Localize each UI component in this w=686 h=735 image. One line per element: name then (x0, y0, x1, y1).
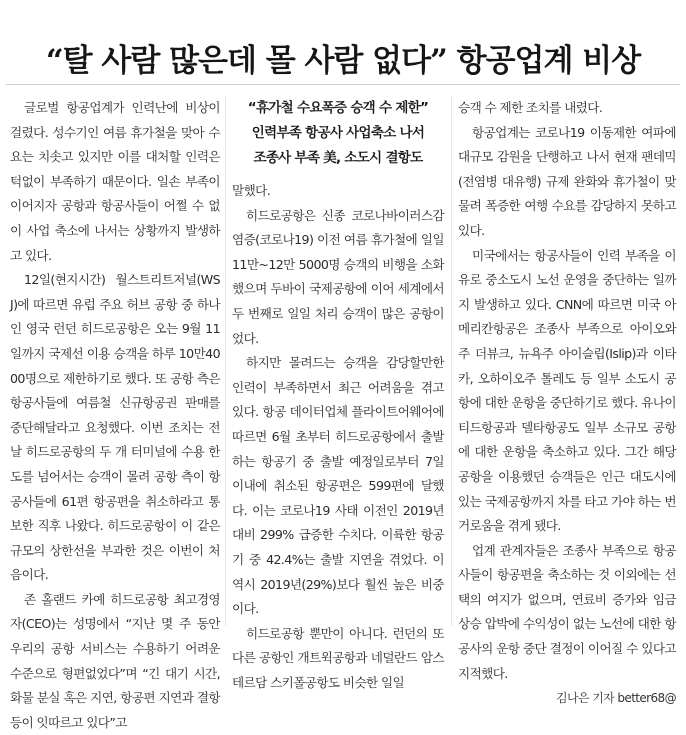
subheadline-line: “휴가철 수요폭증 승객 수 제한” (247, 100, 429, 116)
paragraph: 히드로공항은 신종 코로나바이러스감염증(코로나19) 이전 여름 휴가철에 일일 11만~12만 5000명 승객의 비행을 소화했으며 두바이 국제공항에 이어 세계에서 두 번째로 일일 처리 승객이 많은 공항이었다. (232, 207, 444, 346)
headline-divider (6, 84, 680, 85)
subheadline-line: 인력부족 항공사 사업축소 나서 (251, 125, 425, 141)
paragraph: 항공업계는 코로나19 이동제한 여파에 대규모 감원을 단행하고 나서 현재 팬데믹(전염병 대유행) 규제 완화와 휴가철이 맞물려 폭증한 여행 수요를 감당하지 못하고 있다. (458, 124, 676, 238)
subheadline (232, 96, 444, 171)
paragraph: 히드로공항 뿐만이 아니다. 런던의 또 다른 공항인 개트윅공항과 네덜란드 암스테르담 스키폴공항도 비슷한 일일 (232, 625, 444, 690)
subheadline-line: 조종사 부족 美, 소도시 결항도 (253, 150, 423, 166)
paragraph: 하지만 몰려드는 승객을 감당할만한 인력이 부족하면서 최근 어려움을 겪고 있다. 항공 데이터업체 플라이트어웨어에 따르면 6월 초부터 히드로공항에서 출발하는 항공기 중 출발 예정일로부터 7일 이내에 취소된 항공편은 599편에 달했다. 이는 코로나19 사태 이전인 2019년 대비 299% 급증한 수치다. 이륙한 항공기 중 42.4%는 출발 지연을 겪었다. 이 역시 2019년(29%)보다 훨씬 높은 비중이다. (232, 355, 444, 617)
article-column-3 (458, 96, 676, 711)
article-column-2 (232, 96, 444, 695)
byline: 김나은 기자 better68@ (556, 691, 676, 706)
column-divider (225, 96, 226, 626)
headline: “탈 사람 많은데 몰 사람 없다” 항공업계 비상 (45, 42, 641, 79)
column-divider (451, 96, 452, 626)
article-column-1 (10, 96, 220, 735)
paragraph: 승객 수 제한 조치를 내렸다. (458, 100, 603, 115)
paragraph: 12일(현지시간) 월스트리트저널(WSJ)에 따르면 유럽 주요 허브 공항 중 하나인 영국 런던 히드로공항은 오는 9월 11일까지 국제선 이용 승객을 하루 10만4000명으로 제한하기로 했다. 또 공항 측은 항공사들에 여름철 신규항공권 판매를 중단해달라고 요청했다. 이번 조치는 전날 히드로공항의 두 개 터미널에 수용 한도를 넘어서는 승객이 몰려 공항 측이 항공사들에 61편 항공편을 취소하라고 통보한 직후 나왔다. 히드로공항이 이 같은 규모의 상한선을 부과한 것은 이번이 처음이다. (10, 272, 220, 583)
paragraph: 업계 관계자들은 조종사 부족으로 항공사들이 항공편을 축소하는 것 이외에는 선택의 여지가 없으며, 연료비 증가와 임금 상승 압박에 수익성이 없는 노선에 대한 항공사의 운항 중단 결정이 이어질 수 있다고 지적했다. (458, 542, 676, 681)
paragraph: 미국에서는 항공사들이 인력 부족을 이유로 중소도시 노선 운영을 중단하는 일까지 발생하고 있다. CNN에 따르면 미국 아메리칸항공은 조종사 부족으로 아이오와주 더뷰크, 뉴욕주 아이슬립(Islip)과 이타카, 오하이오주 톨레도 등 일부 소도시 공항에 대한 운항을 중단하기로 했다. 유나이티드항공과 델타항공도 일부 소규모 공항에 대한 운항을 축소하고 있다. 그간 해당 공항을 이용했던 승객들은 인근 대도시에 있는 국제공항까지 차를 타고 가야 하는 번거로움을 겪게 됐다. (458, 247, 676, 534)
paragraph: 말했다. (232, 183, 271, 198)
paragraph: 존 홀랜드 카예 히드로공항 최고경영자(CEO)는 성명에서 “지난 몇 주 동안 우리의 공항 서비스는 수용하기 어려운 수준으로 형편없었다”며 “긴 대기 시간, 화물 분실 혹은 지연, 항공편 지연과 결항 등이 잇따르고 있다”고 (10, 591, 220, 730)
paragraph: 글로벌 항공업계가 인력난에 비상이 걸렸다. 성수기인 여름 휴가철을 맞아 수요는 치솟고 있지만 이를 대처할 인력은 턱없이 부족하기 때문이다. 일손 부족이 이어지자 공항과 항공사들이 어쩔 수 없이 사업 축소에 나서는 상황까지 발생하고 있다. (10, 100, 220, 263)
